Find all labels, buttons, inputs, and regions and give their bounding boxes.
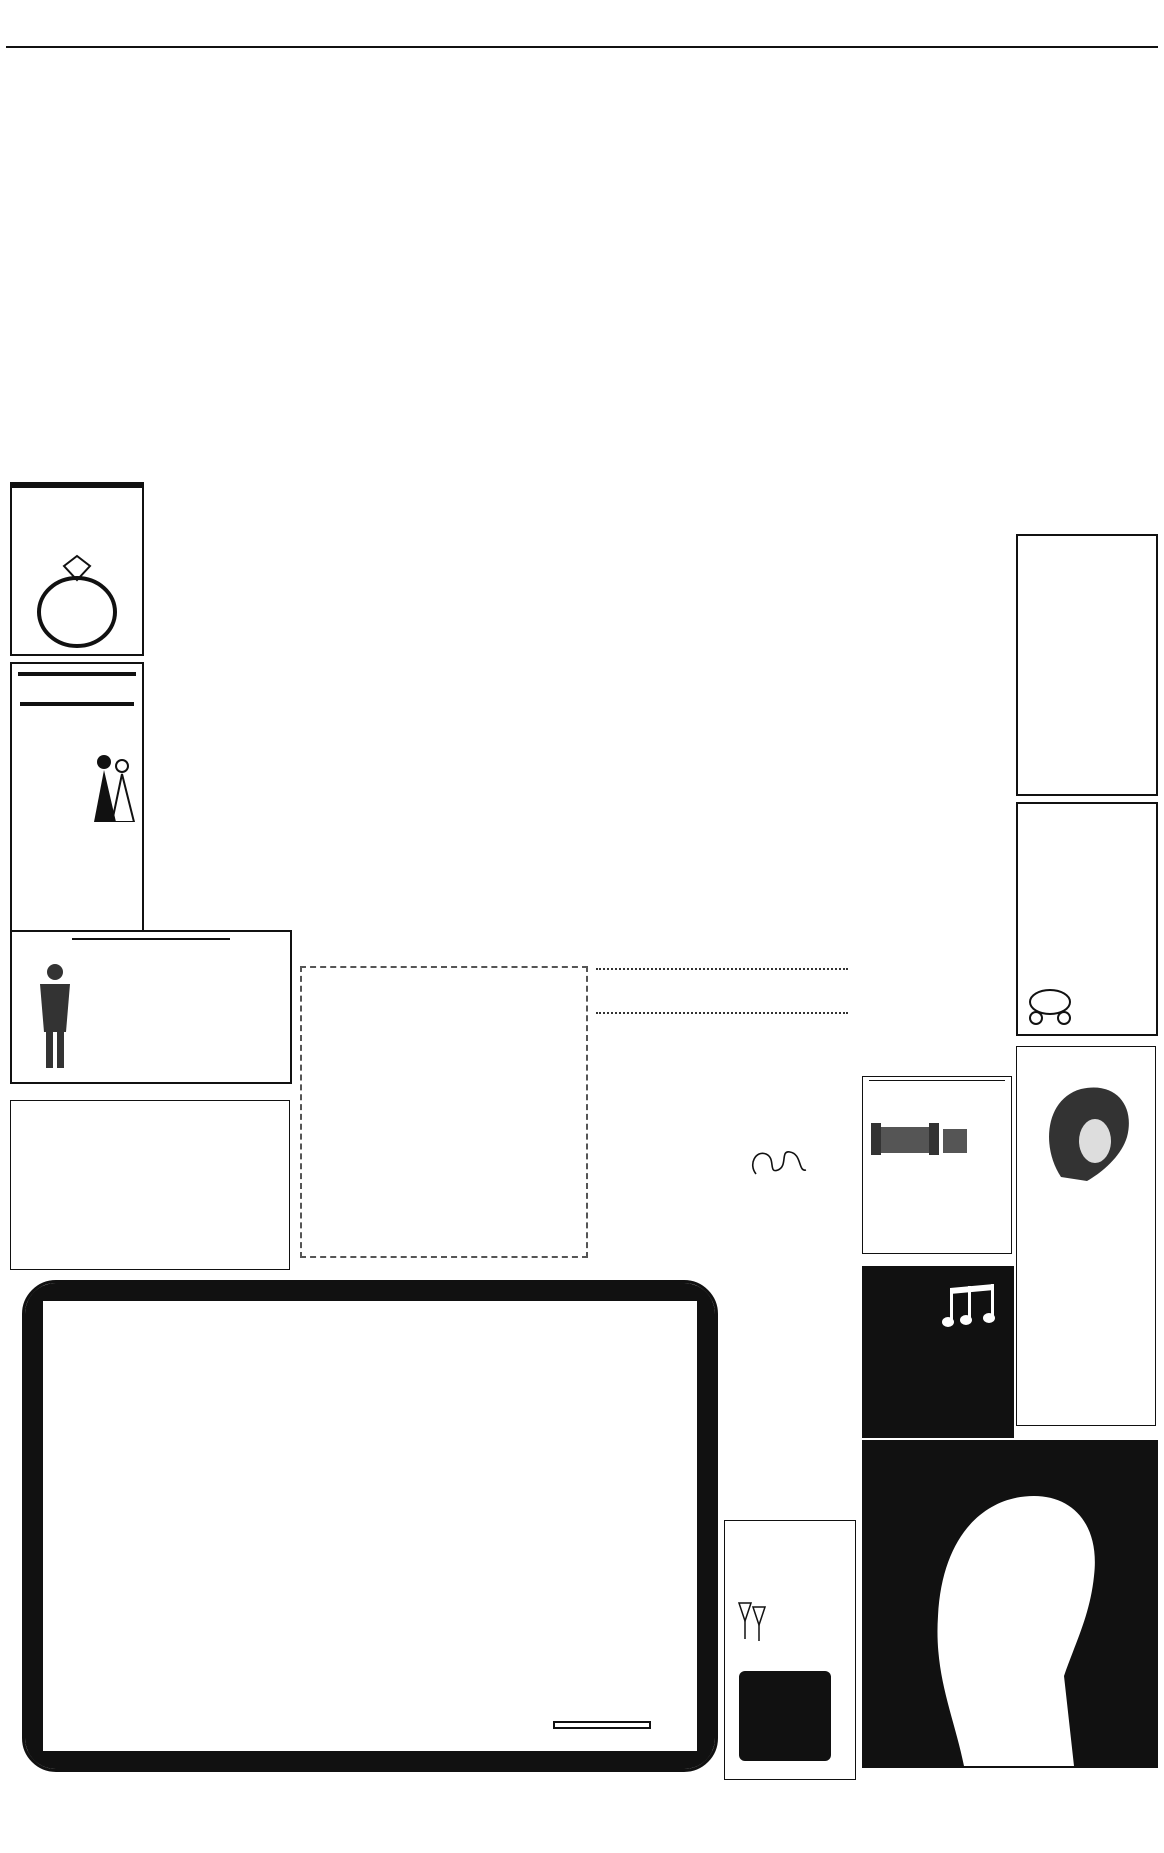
carls-corner-ad (862, 1440, 1158, 1768)
house-of-discounts-ad (10, 482, 144, 656)
announcement-notice (300, 966, 588, 1258)
edwardian-ad (10, 930, 292, 1084)
woman-profile-icon (1031, 1077, 1141, 1185)
cordoba-name (20, 702, 134, 706)
edwardian-name (72, 938, 230, 940)
gabe-shoes-ad (10, 1100, 290, 1270)
artis-salon-ad (1016, 1046, 1156, 1426)
holiday-inn-sign (739, 1671, 831, 1761)
laurel-furniture-ad (862, 1076, 1012, 1254)
carpet-install-box (553, 1721, 651, 1729)
laurel-title (869, 1080, 1005, 1081)
ornament-icon (746, 1144, 816, 1184)
ron-jackson-ad (862, 1266, 1014, 1438)
cinderella-quote (1028, 814, 1088, 850)
glasses-icon (735, 1599, 769, 1645)
music-notes-icon (942, 1282, 1002, 1332)
sofa-icon (869, 1113, 969, 1165)
cinderella-ad (1016, 802, 1158, 1036)
carys-carpet-ad (22, 1280, 718, 1772)
bridal-receptions-ad (724, 1520, 856, 1780)
wedding-invitations-ad (1016, 534, 1158, 796)
head-silhouette-icon (924, 1476, 1104, 1766)
ring-icon (14, 554, 140, 650)
carriage-icon (1024, 986, 1076, 1026)
cordoba-ad (10, 662, 144, 938)
weddings-label (18, 672, 136, 676)
tuxedo-figure-icon (30, 962, 80, 1072)
couple-icon (86, 752, 136, 822)
header-rule (6, 46, 1158, 48)
discounts-title (12, 484, 142, 488)
